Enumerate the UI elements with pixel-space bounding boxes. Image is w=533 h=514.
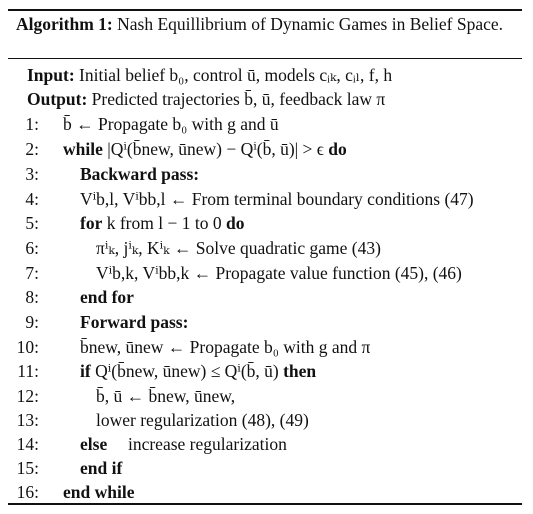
line-text: b̄, ū ← b̄new, ūnew, bbox=[96, 386, 236, 406]
algo-line-7 bbox=[0, 261, 533, 285]
algo-line-10 bbox=[0, 335, 533, 359]
line-number: 9: bbox=[25, 312, 39, 332]
output-keyword: Output: bbox=[27, 89, 88, 109]
algo-line-8 bbox=[0, 285, 533, 309]
algo-line-13 bbox=[0, 408, 533, 432]
for-keyword: for bbox=[80, 213, 103, 233]
line-number: 6: bbox=[25, 238, 39, 258]
input-keyword: Input: bbox=[27, 65, 75, 85]
line-text: Qⁱ(b̄new, ūnew) ≤ Qⁱ(b̄, ū) bbox=[95, 361, 279, 381]
caption-rule bbox=[8, 58, 522, 59]
line-number: 7: bbox=[25, 263, 39, 283]
algo-line-16 bbox=[0, 480, 533, 504]
algo-line-12 bbox=[0, 384, 533, 408]
bottom-rule bbox=[8, 503, 522, 505]
algorithm-label: Algorithm 1: bbox=[16, 14, 113, 34]
line-text: Forward pass: bbox=[80, 312, 189, 332]
while-keyword: while bbox=[63, 139, 103, 159]
line-number: 4: bbox=[25, 189, 39, 209]
line-number: 13: bbox=[16, 410, 39, 430]
algo-line-1 bbox=[0, 112, 533, 136]
algo-line-9 bbox=[0, 310, 533, 334]
then-keyword: then bbox=[283, 361, 317, 381]
line-text: πⁱₖ, jⁱₖ, Kⁱₖ ← Solve quadratic game (43) bbox=[96, 238, 381, 258]
line-text: end while bbox=[63, 482, 135, 502]
output-line bbox=[0, 87, 533, 111]
line-number: 3: bbox=[25, 164, 39, 184]
line-text: k from l − 1 to 0 bbox=[106, 213, 222, 233]
algorithm-title: Nash Equillibrium of Dynamic Games in Belief Space. bbox=[117, 14, 503, 34]
algo-line-2 bbox=[0, 137, 533, 161]
line-text: |Qⁱ(b̄new, ūnew) − Qⁱ(b̄, ū)| > ϵ bbox=[107, 139, 324, 159]
line-text: Vⁱb,k, Vⁱbb,k ← Propagate value function (45), (46) bbox=[96, 263, 462, 283]
line-number: 14: bbox=[16, 434, 39, 454]
do-keyword: do bbox=[328, 139, 347, 159]
algo-line-15 bbox=[0, 456, 533, 480]
line-number: 8: bbox=[25, 287, 39, 307]
input-line bbox=[0, 63, 533, 87]
line-number: 1: bbox=[25, 114, 39, 134]
line-text: Vⁱb,l, Vⁱbb,l ← From terminal boundary conditions (47) bbox=[80, 189, 474, 209]
line-text: Backward pass: bbox=[80, 164, 200, 184]
line-number: 15: bbox=[16, 458, 39, 478]
line-text: b̄ ← Propagate b₀ with g and ū bbox=[63, 114, 279, 134]
line-number: 12: bbox=[16, 386, 39, 406]
line-text: lower regularization (48), (49) bbox=[96, 410, 309, 430]
line-number: 11: bbox=[17, 361, 39, 381]
line-text: end if bbox=[80, 458, 123, 478]
line-number: 10: bbox=[16, 337, 39, 357]
line-text: b̄new, ūnew ← Propagate b₀ with g and π bbox=[80, 337, 371, 357]
do-keyword: do bbox=[225, 213, 245, 233]
algo-line-5 bbox=[0, 211, 533, 235]
algo-line-3 bbox=[0, 162, 533, 186]
output-text: Predicted trajectories b̄, ū, feedback law π bbox=[91, 89, 386, 109]
algo-line-4 bbox=[0, 187, 533, 211]
algo-line-6 bbox=[0, 236, 533, 260]
if-keyword: if bbox=[80, 361, 91, 381]
line-number: 16: bbox=[16, 482, 39, 502]
algorithm-caption bbox=[16, 13, 521, 35]
algo-line-14 bbox=[0, 432, 533, 456]
input-text: Initial belief b₀, control ū, models cᵢₖ, cᵢₗ, f, h bbox=[79, 65, 393, 85]
algo-line-11 bbox=[0, 359, 533, 383]
line-number: 2: bbox=[25, 139, 39, 159]
line-number: 5: bbox=[25, 213, 39, 233]
else-keyword: else bbox=[80, 434, 108, 454]
line-text: end for bbox=[80, 287, 134, 307]
line-text: increase regularization bbox=[127, 434, 287, 454]
top-rule bbox=[8, 9, 522, 11]
